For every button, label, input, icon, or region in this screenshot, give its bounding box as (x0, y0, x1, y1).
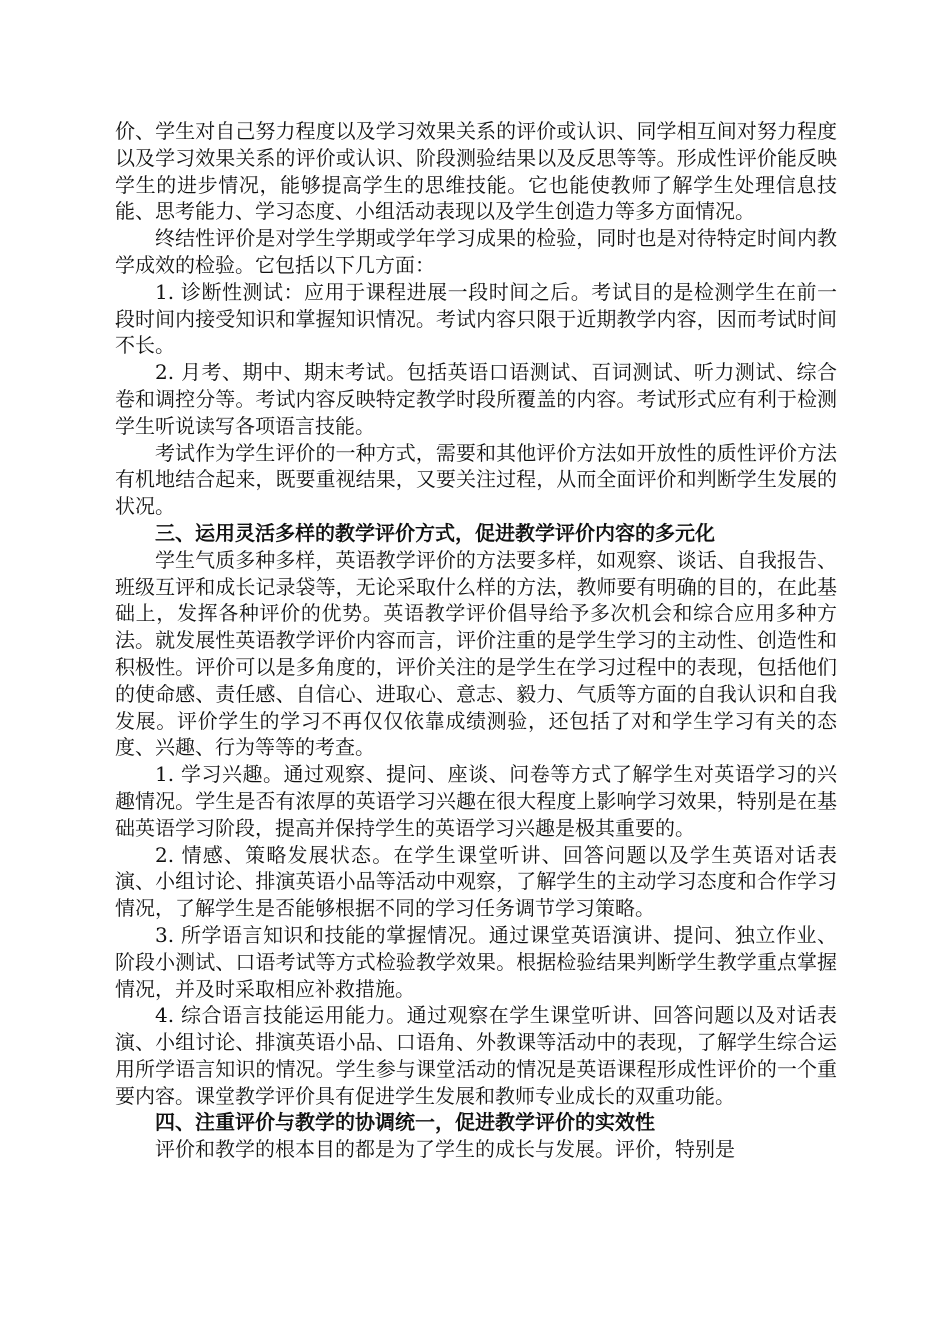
section-heading-3: 三、运用灵活多样的教学评价方式，促进教学评价内容的多元化 (155, 520, 715, 545)
paragraph-knowledge-skills: 3. 所学语言知识和技能的掌握情况。通过课堂英语演讲、提问、独立作业、阶段小测试、口语考试等方式检验教学效果。根据检验结果判断学生教学重点掌握情况，并及时采取相应补救措施。 (115, 922, 837, 1001)
paragraph-summative-intro: 终结性评价是对学生学期或学年学习成果的检验，同时也是对待特定时间内教学成效的检验。它包括以下几方面： (115, 226, 837, 277)
paragraph-language-ability: 4. 综合语言技能运用能力。通过观察在学生课堂听讲、回答问题以及对话表演、小组讨论、排演英语小品、口语角、外教课等活动中的表现，了解学生综合运用所学语言知识的情况。学生参与课堂活动的情况是英语课程形成性评价的一个重要内容。课堂教学评价具有促进学生发展和教师专业成长的双重功能。 (115, 1003, 837, 1108)
paragraph-exam-as-evaluation: 考试作为学生评价的一种方式，需要和其他评价方法如开放性的质性评价方法有机地结合起来，既要重视结果，又要关注过程，从而全面评价和判断学生发展的状况。 (115, 440, 837, 519)
paragraph-formative-continuation: 价、学生对自己努力程度以及学习效果关系的评价或认识、同学相互间对努力程度以及学习效果关系的评价或认识、阶段测验结果以及反思等等。形成性评价能反映学生的进步情况，能够提高学生的思维技能。它也能使教师了解学生处理信息技能、思考能力、学习态度、小组活动表现以及学生创造力等多方面情况。 (115, 119, 837, 224)
paragraph-monthly-exams: 2. 月考、期中、期末考试。包括英语口语测试、百词测试、听力测试、综合卷和调控分等。考试内容反映特定教学时段所覆盖的内容。考试形式应有利于检测学生听说读写各项语言技能。 (115, 360, 837, 438)
document-page (115, 118, 837, 1163)
paragraph-evaluation-teaching: 评价和教学的根本目的都是为了学生的成长与发展。评价，特别是 (155, 1137, 735, 1162)
paragraph-diverse-methods: 学生气质多种多样，英语教学评价的方法要多样，如观察、谈话、自我报告、班级互评和成长记录袋等，无论采取什么样的方法，教师要有明确的目的，在此基础上，发挥各种评价的优势。英语教学评价倡导给予多次机会和综合应用多种方法。就发展性英语教学评价内容而言，评价注重的是学生学习的主动性、创造性和积极性。评价可以是多角度的，评价关注的是学生在学习过程中的表现，包括他们的使命感、责任感、自信心、进取心、意志、毅力、气质等方面的自我认识和自我发展。评价学生的学习不再仅仅依靠成绩测验，还包括了对和学生学习有关的态度、兴趣、行为等等的考查。 (115, 547, 837, 760)
paragraph-learning-interest: 1. 学习兴趣。通过观察、提问、座谈、问卷等方式了解学生对英语学习的兴趣情况。学生是否有浓厚的英语学习兴趣在很大程度上影响学习效果，特别是在基础英语学习阶段，提高并保持学生的英语学习兴趣是极其重要的。 (115, 762, 837, 840)
paragraph-emotion-strategy: 2. 情感、策略发展状态。在学生课堂听讲、回答问题以及学生英语对话表演、小组讨论、排演英语小品等活动中观察，了解学生的主动学习态度和合作学习情况，了解学生是否能够根据不同的学习任务调节学习策略。 (115, 842, 837, 921)
paragraph-diagnostic-test: 1. 诊断性测试：应用于课程进展一段时间之后。考试目的是检测学生在前一段时间内接受知识和掌握知识情况。考试内容只限于近期教学内容，因而考试时间不长。 (115, 279, 837, 358)
section-heading-4: 四、注重评价与教学的协调统一，促进教学评价的实效性 (155, 1110, 655, 1135)
